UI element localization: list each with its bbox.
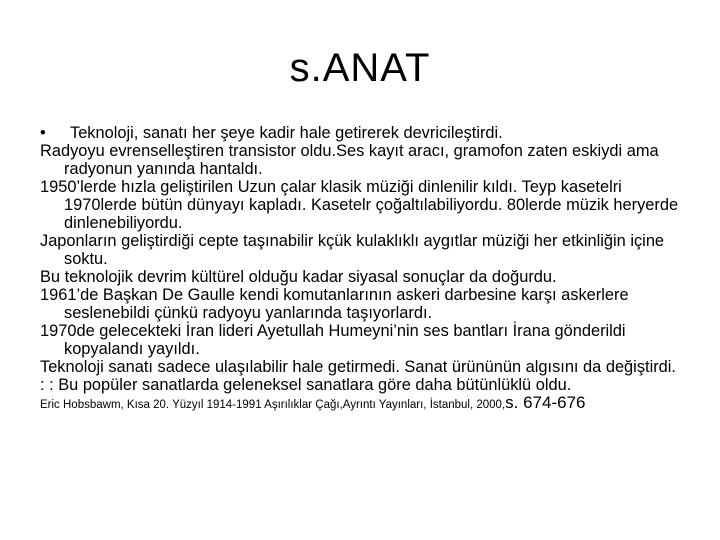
paragraph-9: : : Bu popüler sanatlarda geleneksel sanatlara göre daha bütünlüklü oldu.	[40, 376, 572, 394]
paragraph-8: Teknoloji sanatı sadece ulaşılabilir hale getirmedi. Sanat ürününün algısını da değiştirdi.	[40, 358, 676, 376]
citation	[40, 394, 690, 414]
paragraph-4: Japonların geliştirdiği cepte taşınabilir kçük kulaklıklı aygıtlar müziği her etkinliğin içine soktu.	[40, 232, 665, 268]
slide-content	[40, 124, 690, 414]
paragraph-2: Radyoyu evrenselleştiren transistor oldu.Ses kayıt aracı, gramofon zaten eskiydi ama radyonun yanında hantaldı.	[40, 142, 659, 178]
paragraph-7: 1970de gelecekteki İran lideri Ayetullah Humeyni’nin ses bantları İrana gönderildi kopyalandı yayıldı.	[40, 322, 626, 358]
bullet-icon: •	[40, 124, 46, 142]
paragraph-text: Teknoloji, sanatı her şeye kadir hale getirerek devricileştirdi.	[70, 124, 503, 142]
slide-title: s.ANAT	[289, 46, 431, 90]
paragraph-6: 1961’de Başkan De Gaulle kendi komutanlarının askeri darbesine karşı askerlere seslenebildi çünkü radyoyu yanlarında taşıyorlardı.	[40, 286, 629, 322]
paragraph-3: 1950’lerde hızla geliştirilen Uzun çalar klasik müziği dinlenilir kıldı. Teyp kasetelri 1970lerde bütün dünyayı kapladı. Kasetelr çoğaltılabiliyordu. 80lerde müzik heryerde dinlenebiliyordu.	[40, 178, 679, 232]
paragraph-1	[40, 124, 690, 142]
citation-source: Eric Hobsbawm, Kısa 20. Yüzyıl 1914-1991 Aşırılıklar Çağı,Ayrıntı Yayınları, İstanbul, 2000,	[40, 399, 506, 411]
paragraph-5: Bu teknolojik devrim kültürel olduğu kadar siyasal sonuçlar da doğurdu.	[40, 268, 557, 286]
citation-pages: s. 674-676	[505, 393, 586, 412]
